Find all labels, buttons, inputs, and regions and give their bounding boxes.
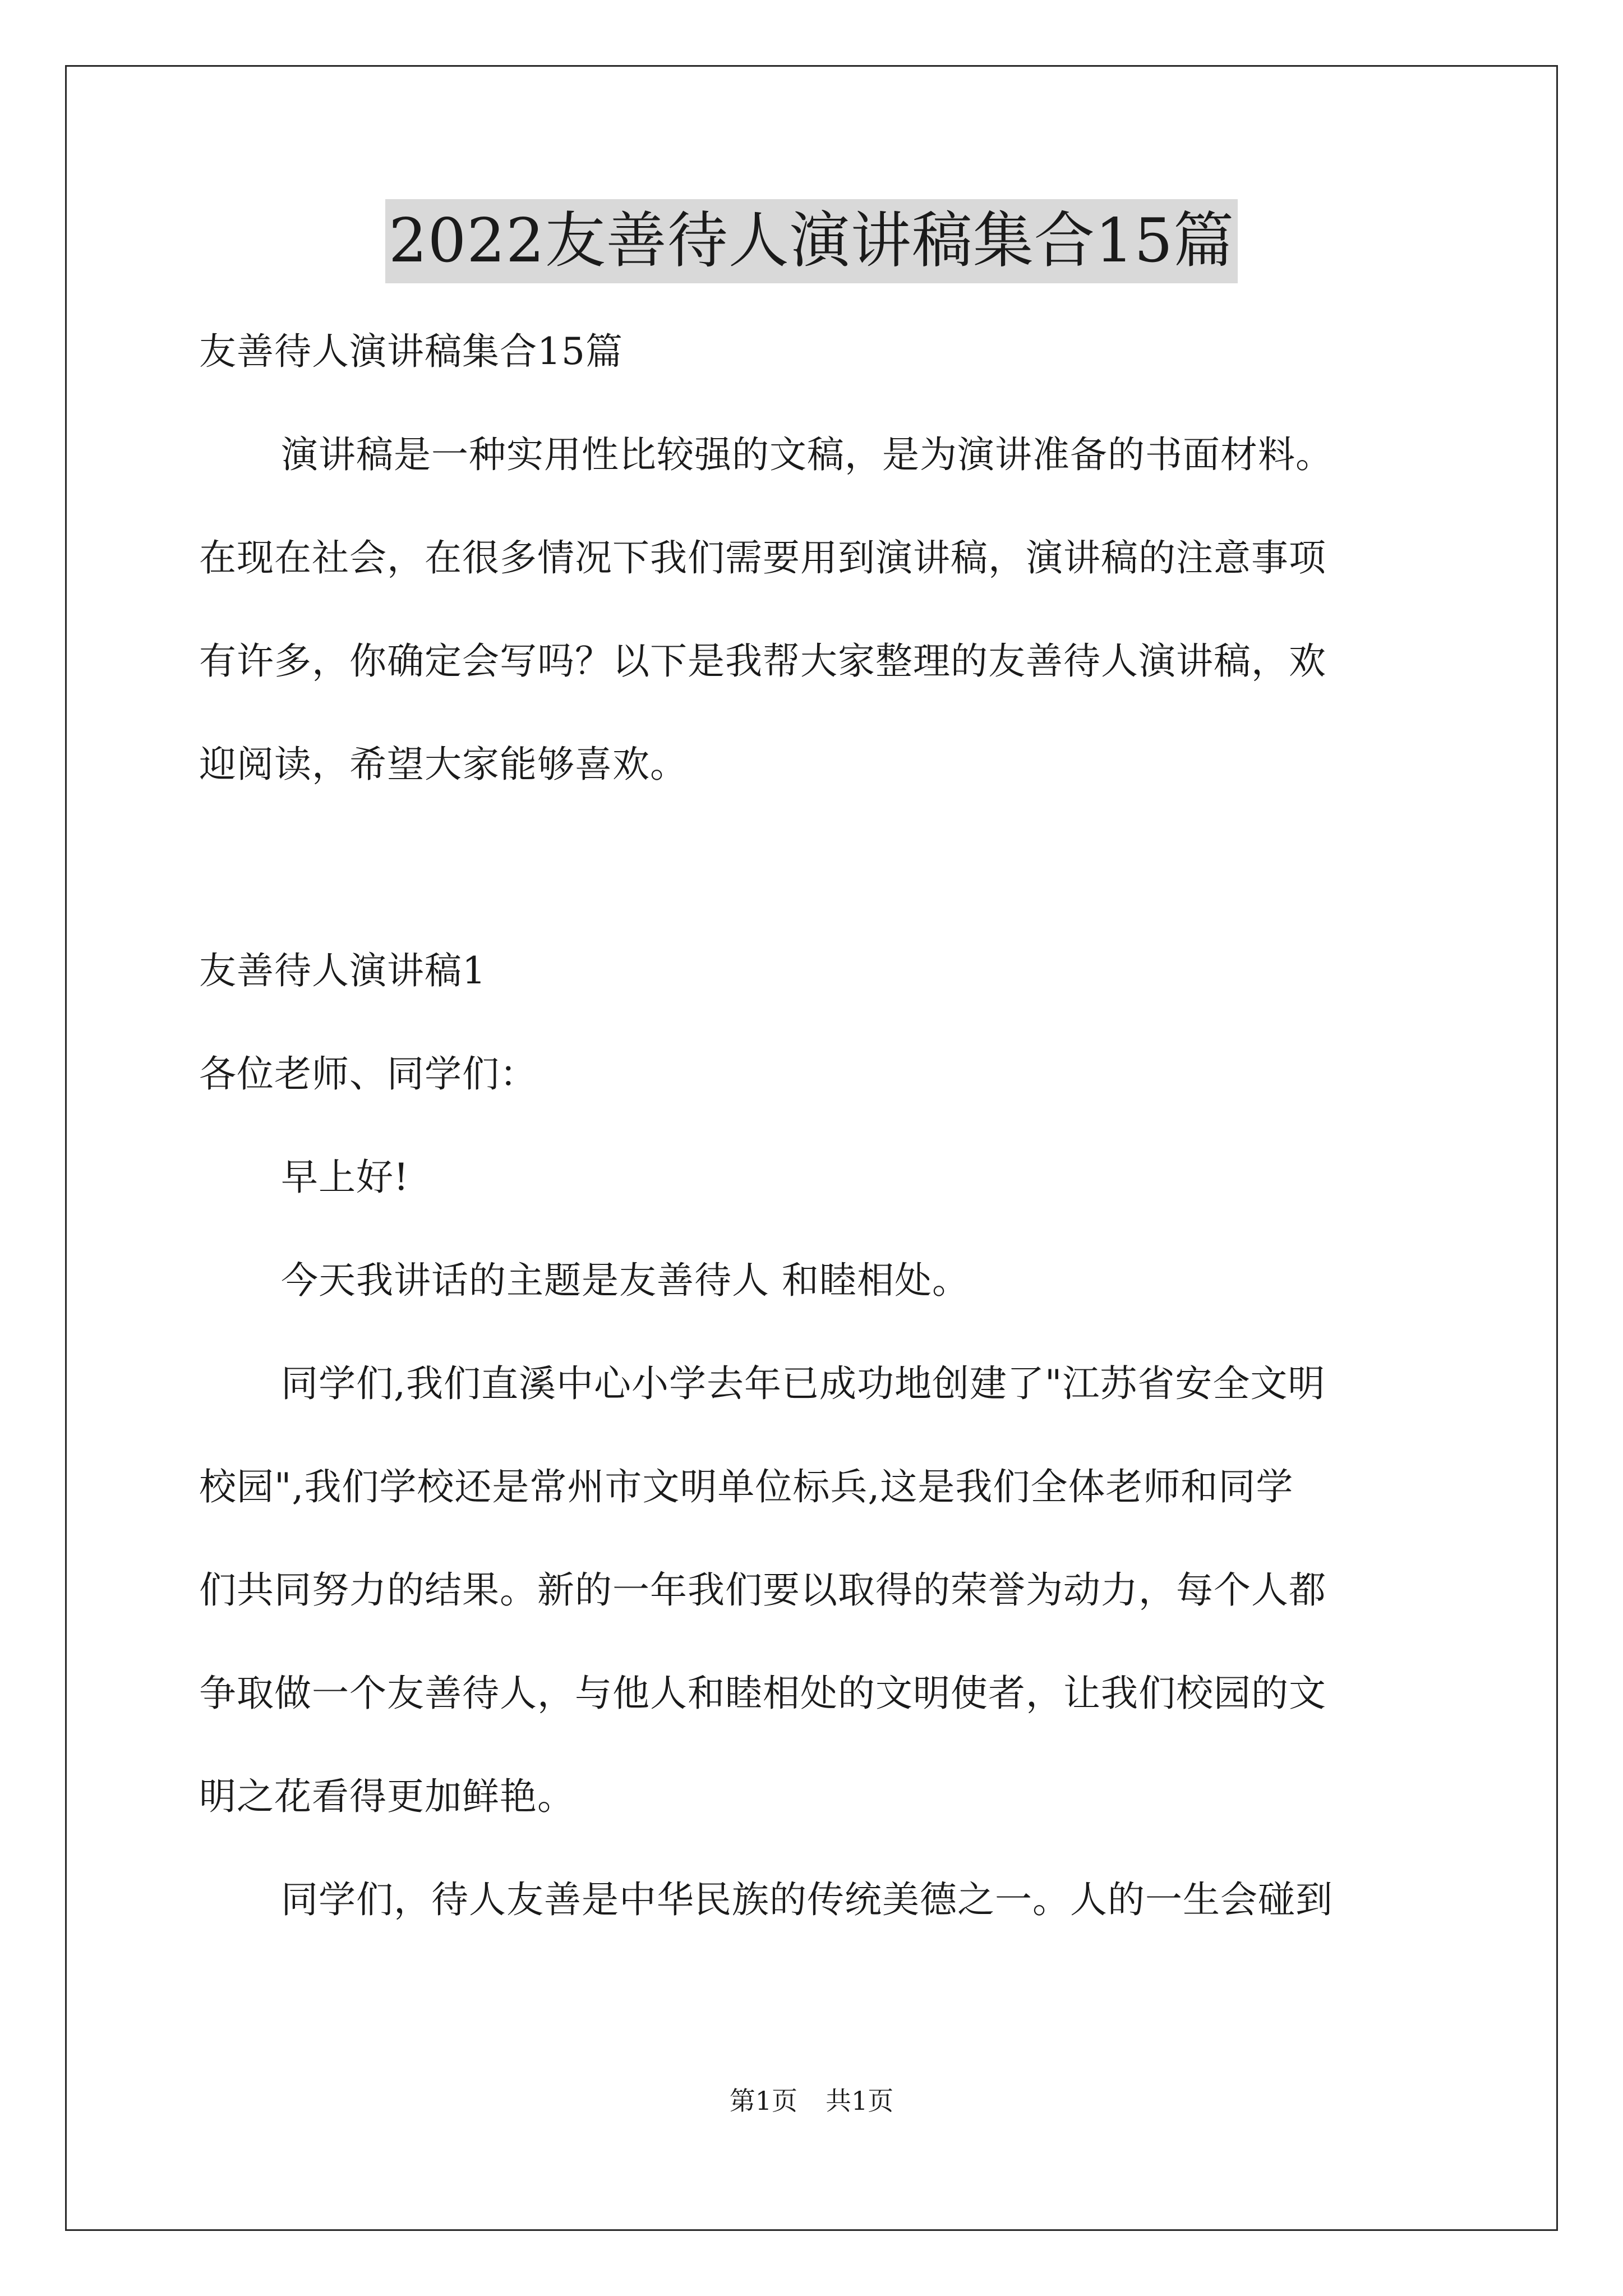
intro-paragraph-line: 在现在社会，在很多情况下我们需要用到演讲稿，演讲稿的注意事项 [199,536,1326,579]
salutation-line: 各位老师、同学们： [199,1052,537,1096]
body-paragraph-line: 校园",我们学校还是常州市文明单位标兵,这是我们全体老师和同学 [199,1465,1294,1508]
greeting-line: 早上好! [281,1156,409,1199]
intro-paragraph-line: 演讲稿是一种实用性比较强的文稿，是为演讲准备的书面材料。 [281,433,1333,476]
subtitle-line: 友善待人演讲稿集合15篇 [199,330,623,373]
section-heading: 友善待人演讲稿1 [199,949,486,992]
document-body [199,300,1427,1952]
blank-line [199,816,1427,919]
document-title: 2022友善待人演讲稿集合15篇 [385,199,1238,283]
page-footer [0,2084,1623,2118]
page-number: 第1页 [729,2086,797,2116]
intro-paragraph-line: 有许多，你确定会写吗？以下是我帮大家整理的友善待人演讲稿，欢 [199,639,1326,683]
body-paragraph-line: 同学们，待人友善是中华民族的传统美德之一。人的一生会碰到 [281,1878,1333,1921]
body-paragraph-line: 们共同努力的结果。新的一年我们要以取得的荣誉为动力，每个人都 [199,1568,1326,1612]
body-paragraph-line: 争取做一个友善待人，与他人和睦相处的文明使者，让我们校园的文 [199,1672,1326,1715]
body-paragraph-line: 同学们,我们直溪中心小学去年已成功地创建了"江苏省安全文明 [281,1362,1326,1405]
title-container [0,199,1623,283]
body-paragraph-line: 明之花看得更加鲜艳。 [199,1775,575,1818]
intro-paragraph-line: 迎阅读，希望大家能够喜欢。 [199,743,688,786]
page-count: 共1页 [826,2086,894,2116]
topic-line: 今天我讲话的主题是友善待人 和睦相处。 [281,1259,970,1302]
